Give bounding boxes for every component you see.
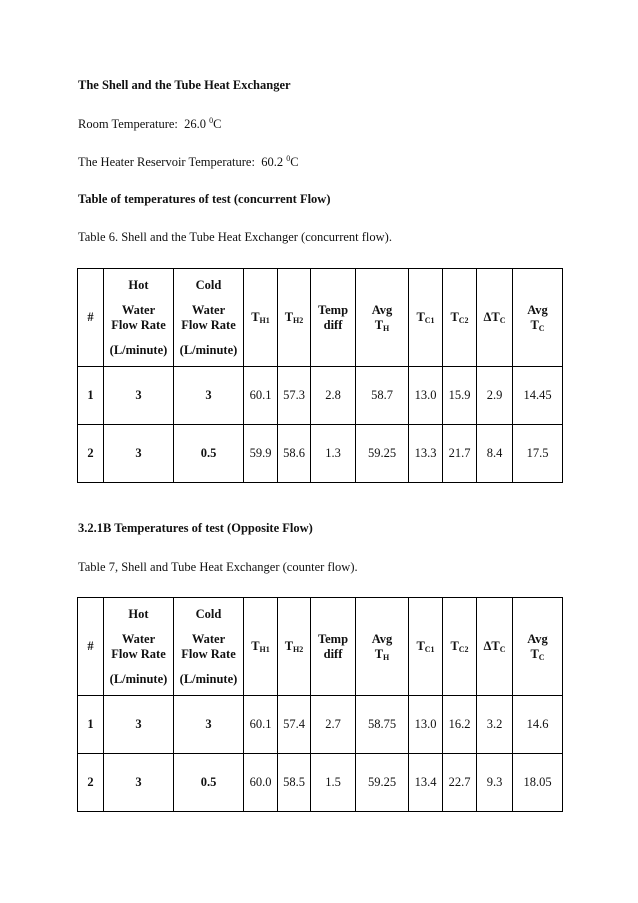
header-avgth-sub: H <box>383 323 390 333</box>
cell-tc2: 22.7 <box>443 754 477 812</box>
cell-hot: 3 <box>104 367 174 425</box>
header-avgtc-l1: Avg <box>527 631 548 646</box>
header-th1-sub: H1 <box>259 316 270 325</box>
header-cold-l1: Cold <box>195 606 222 621</box>
cell-avg-tc: 17.5 <box>513 425 563 483</box>
section2-title: 3.2.1B Temperatures of test (Opposite Flow) <box>78 521 313 535</box>
cell-avg-tc: 14.6 <box>513 696 563 754</box>
cell-cold: 0.5 <box>174 425 244 483</box>
cell-avg-th: 59.25 <box>356 425 409 483</box>
header-avgth-l1: Avg <box>371 302 393 317</box>
header-dtc-sub: C <box>499 316 506 325</box>
header-avgth-l1: Avg <box>371 631 393 646</box>
header-dtc-main: ΔT <box>483 639 500 653</box>
header-avgtc-sub: C <box>538 323 545 333</box>
cell-tc2: 21.7 <box>443 425 477 483</box>
section1-title: Table of temperatures of test (concurrent Flow) <box>78 192 331 206</box>
cell-dtc: 8.4 <box>477 425 513 483</box>
header-hot-l3: Flow Rate <box>111 646 166 661</box>
header-cold-l4: (L/minute) <box>179 342 238 357</box>
header-tc2-sub: C2 <box>458 645 469 654</box>
reservoir-temp-degree: 0 <box>286 154 291 163</box>
cell-num: 2 <box>78 754 104 812</box>
header-tempdiff-l1: Temp <box>317 631 349 646</box>
cell-tc1: 13.3 <box>409 425 443 483</box>
header-avg-tc <box>513 269 563 367</box>
cell-tc2: 15.9 <box>443 367 477 425</box>
header-th1-sub: H1 <box>259 645 270 654</box>
header-hot-l3: Flow Rate <box>111 317 166 332</box>
header-dtc-sub: C <box>499 645 506 654</box>
cell-dtc: 2.9 <box>477 367 513 425</box>
cell-avg-tc: 18.05 <box>513 754 563 812</box>
cell-cold: 0.5 <box>174 754 244 812</box>
header-avgtc-main: T <box>530 317 539 332</box>
cell-th1: 59.9 <box>244 425 278 483</box>
header-hot-l1: Hot <box>128 606 149 621</box>
cell-th2: 57.3 <box>278 367 311 425</box>
header-th1 <box>244 269 278 367</box>
header-tc1 <box>409 598 443 696</box>
cell-diff: 2.7 <box>311 696 356 754</box>
cell-tc1: 13.4 <box>409 754 443 812</box>
header-avgth-main: T <box>374 646 384 661</box>
cell-hot: 3 <box>104 696 174 754</box>
header-th1-main: T <box>251 310 260 324</box>
reservoir-temp-unit: C <box>290 155 299 170</box>
header-tc1-sub: C1 <box>424 645 435 654</box>
table-header-row <box>78 269 563 367</box>
header-dtc-main: ΔT <box>483 310 500 324</box>
cell-avg-th: 59.25 <box>356 754 409 812</box>
cell-hot: 3 <box>104 754 174 812</box>
cell-tc1: 13.0 <box>409 696 443 754</box>
header-delta-tc <box>477 269 513 367</box>
reservoir-temperature-line <box>78 154 299 170</box>
cell-th2: 58.5 <box>278 754 311 812</box>
cell-th2: 57.4 <box>278 696 311 754</box>
header-avgtc-sub: C <box>538 652 545 662</box>
header-tc2-sub: C2 <box>458 316 469 325</box>
reservoir-temp-label: The Heater Reservoir Temperature: <box>78 155 255 170</box>
cell-avg-th: 58.7 <box>356 367 409 425</box>
header-cold-l3: Flow Rate <box>181 317 236 332</box>
cell-dtc: 3.2 <box>477 696 513 754</box>
room-temperature-line <box>78 116 222 132</box>
header-tc2-main: T <box>450 639 459 653</box>
room-temp-label: Room Temperature: <box>78 117 178 132</box>
header-tc2 <box>443 269 477 367</box>
header-cold-flow <box>174 269 244 367</box>
header-tc1-main: T <box>416 639 425 653</box>
cell-th1: 60.0 <box>244 754 278 812</box>
table-row <box>78 425 563 483</box>
header-th2-main: T <box>284 639 294 653</box>
header-hot-flow <box>104 598 174 696</box>
table-header-row <box>78 598 563 696</box>
table1-caption: Table 6. Shell and the Tube Heat Exchanger (concurrent flow). <box>78 230 392 244</box>
cell-hot: 3 <box>104 425 174 483</box>
header-th1 <box>244 598 278 696</box>
header-cold-l2: Water <box>191 302 226 317</box>
cell-th1: 60.1 <box>244 367 278 425</box>
header-cold-flow <box>174 598 244 696</box>
cell-num: 2 <box>78 425 104 483</box>
cell-tc2: 16.2 <box>443 696 477 754</box>
header-hot-l4: (L/minute) <box>109 671 168 686</box>
room-temp-degree: 0 <box>209 116 214 125</box>
cell-diff: 1.3 <box>311 425 356 483</box>
header-th2 <box>278 269 311 367</box>
header-tc1-sub: C1 <box>424 316 435 325</box>
header-tempdiff-l1: Temp <box>317 302 349 317</box>
header-cold-l4: (L/minute) <box>179 671 238 686</box>
header-tc2 <box>443 598 477 696</box>
cell-num: 1 <box>78 367 104 425</box>
header-hot-l4: (L/minute) <box>109 342 168 357</box>
header-tc2-main: T <box>450 310 459 324</box>
room-temp-unit: C <box>213 117 222 132</box>
header-avg-th <box>356 598 409 696</box>
header-cold-l2: Water <box>191 631 226 646</box>
header-hot-l1: Hot <box>128 277 149 292</box>
reservoir-temp-value: 60.2 <box>261 155 284 170</box>
cell-th2: 58.6 <box>278 425 311 483</box>
cell-dtc: 9.3 <box>477 754 513 812</box>
header-th2-main: T <box>284 310 294 324</box>
header-th1-main: T <box>251 639 260 653</box>
header-temp-diff <box>311 598 356 696</box>
cell-tc1: 13.0 <box>409 367 443 425</box>
cell-cold: 3 <box>174 367 244 425</box>
header-tc1 <box>409 269 443 367</box>
header-avgtc-main: T <box>530 646 539 661</box>
header-temp-diff <box>311 269 356 367</box>
table-row <box>78 696 563 754</box>
header-tc1-main: T <box>416 310 425 324</box>
cell-num: 1 <box>78 696 104 754</box>
header-th2-sub: H2 <box>293 645 304 654</box>
header-avgth-sub: H <box>383 652 390 662</box>
header-th2-sub: H2 <box>293 316 304 325</box>
header-avgtc-l1: Avg <box>527 302 548 317</box>
table2-caption: Table 7, Shell and Tube Heat Exchanger (counter flow). <box>78 560 358 574</box>
header-avg-tc <box>513 598 563 696</box>
table-counter-flow <box>77 597 563 812</box>
header-th2 <box>278 598 311 696</box>
header-hot-l2: Water <box>121 302 156 317</box>
table-concurrent-flow <box>77 268 563 483</box>
cell-diff: 1.5 <box>311 754 356 812</box>
header-avgth-main: T <box>374 317 384 332</box>
header-avg-th <box>356 269 409 367</box>
header-hot-l2: Water <box>121 631 156 646</box>
cell-cold: 3 <box>174 696 244 754</box>
header-delta-tc <box>477 598 513 696</box>
header-tempdiff-l2: diff <box>323 646 343 661</box>
table-row <box>78 367 563 425</box>
room-temp-value: 26.0 <box>184 117 207 132</box>
header-num: # <box>78 269 104 367</box>
document-heading: The Shell and the Tube Heat Exchanger <box>78 78 291 92</box>
cell-th1: 60.1 <box>244 696 278 754</box>
header-cold-l3: Flow Rate <box>181 646 236 661</box>
header-num: # <box>78 598 104 696</box>
table-row <box>78 754 563 812</box>
header-cold-l1: Cold <box>195 277 222 292</box>
header-tempdiff-l2: diff <box>323 317 343 332</box>
cell-diff: 2.8 <box>311 367 356 425</box>
cell-avg-tc: 14.45 <box>513 367 563 425</box>
header-hot-flow <box>104 269 174 367</box>
cell-avg-th: 58.75 <box>356 696 409 754</box>
